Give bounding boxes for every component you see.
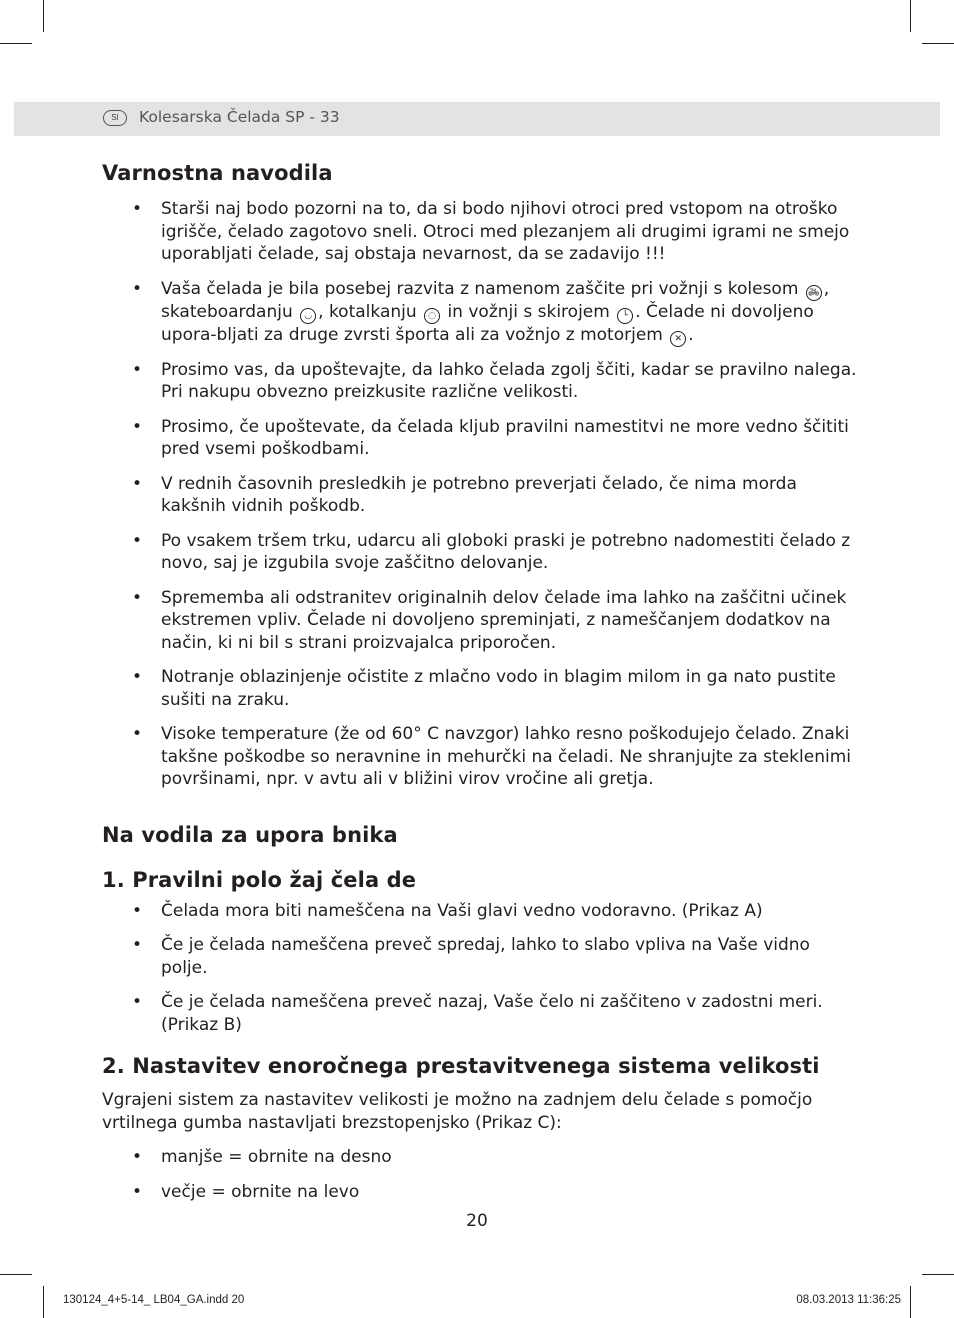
header-title: Kolesarska Čelada SP - 33 bbox=[139, 108, 340, 126]
list-item-text: , kotalkanju bbox=[318, 301, 417, 322]
list-item bbox=[102, 278, 860, 347]
list-item: • manjše = obrnite na desno bbox=[102, 1146, 860, 1169]
section-heading-size-adjustment: 2. Nastavitev enoročnega prestavitvenega sistema velikosti bbox=[102, 1054, 820, 1078]
list-item-text: . Čelade ni dovoljeno upora-bljati za druge zvrsti športa ali za vožnjo z motorjem bbox=[161, 301, 814, 345]
list-item: • Če je čelada nameščena preveč spredaj, lahko to slabo vpliva na Vaše vidno polje. bbox=[102, 934, 860, 979]
list-item-text: Vaša čelada je bila posebej razvita z namenom zaščite pri vožnji s kolesom bbox=[161, 278, 799, 299]
list-item-text: , skateboardanju bbox=[161, 278, 830, 322]
section-heading-user-guide: Na vodila za upora bnika bbox=[102, 822, 398, 847]
crop-mark bbox=[0, 1274, 32, 1275]
list-item: • Starši naj bodo pozorni na to, da si bodo njihovi otroci pred vstopom na otroško igrišče, čelado zagotovo sneli. Otroci med plezanjem ali drugimi igrami ne smejo uporabljati čelade, saj obstaja nevarnost, da se zadavijo !!! bbox=[102, 198, 860, 266]
list-item: • Čelada mora biti nameščena na Vaši glavi vedno vodoravno. (Prikaz A) bbox=[102, 900, 860, 923]
skateboard-icon: ◡ bbox=[300, 308, 316, 324]
footer-timestamp: 08.03.2013 11:36:25 bbox=[796, 1294, 901, 1306]
crop-mark bbox=[43, 0, 44, 32]
language-badge: SI bbox=[103, 110, 127, 126]
list-item: • Sprememba ali odstranitev originalnih delov čelade ima lahko na zaščitni učinek ekstremen vpliv. Čelade ni dovoljeno spreminjati, z nameščanjem dodatkov na način, ki ni bil s strani proizvajalca priporočen. bbox=[102, 587, 860, 655]
list-item: • Prosimo, če upoštevate, da čelada kljub pravilni namestitvi ne more vedno ščititi pred vsemi poškodbami. bbox=[102, 416, 860, 461]
section-heading-correct-position: 1. Pravilni polo žaj čela de bbox=[102, 867, 417, 892]
size-adjustment-intro: Vgrajeni sistem za nastavitev velikosti je možno na zadnjem delu čelade s pomočjo vrtilnega gumba nastavljati brezstopenjsko (Prikaz C): bbox=[102, 1090, 813, 1133]
safety-list bbox=[102, 198, 860, 791]
list-item: • Notranje oblazinjenje očistite z mlačno vodo in blagim milom in ga nato pustite sušiti na zraku. bbox=[102, 666, 860, 711]
position-list bbox=[102, 900, 860, 1037]
crop-mark bbox=[922, 1274, 954, 1275]
roller-skate-icon: ◌ bbox=[424, 308, 440, 324]
bicycle-icon: 🚲︎ bbox=[806, 285, 822, 301]
crop-mark bbox=[910, 0, 911, 32]
footer-file-info: 130124_4+5-14_ LB04_GA.indd 20 bbox=[63, 1294, 245, 1306]
list-item: • Prosimo vas, da upoštevajte, da lahko čelada zgolj ščiti, kadar se pravilno nalega. Pri nakupu obvezno preizkusite različne velikosti. bbox=[102, 359, 860, 404]
list-item: • večje = obrnite na levo bbox=[102, 1181, 860, 1204]
no-motorbike-icon: ✕ bbox=[670, 331, 686, 347]
list-item-text: . bbox=[688, 324, 694, 345]
scooter-icon: └ bbox=[617, 308, 633, 324]
crop-mark bbox=[910, 1286, 911, 1318]
page-content bbox=[102, 158, 860, 1203]
size-adjustment-list bbox=[102, 1146, 860, 1203]
section-heading-safety: Varnostna navodila bbox=[102, 161, 333, 185]
crop-mark bbox=[43, 1286, 44, 1318]
list-item-text: in vožnji s skirojem bbox=[442, 301, 610, 322]
list-item: • Visoke temperature (že od 60° C navzgor) lahko resno poškodujejo čelado. Znaki takšne poškodbe so neravnine in mehurčki na čeladi. Ne shranjujte za steklenimi površinami, npr. v avtu ali v bližini virov vročine ali gretja. bbox=[102, 723, 860, 791]
list-item: • Če je čelada nameščena preveč nazaj, Vaše čelo ni zaščiteno v zadostni meri. (Prikaz B) bbox=[102, 991, 860, 1036]
page-number: 20 bbox=[466, 1211, 488, 1231]
list-item: • V rednih časovnih presledkih je potrebno preverjati čelado, če nima morda kakšnih vidnih poškodb. bbox=[102, 473, 860, 518]
crop-mark bbox=[0, 43, 32, 44]
list-item: • Po vsakem tršem trku, udarcu ali globoki praski je potrebno nadomestiti čelado z novo, saj je izgubila svoje zaščitno delovanje. bbox=[102, 530, 860, 575]
crop-mark bbox=[922, 43, 954, 44]
